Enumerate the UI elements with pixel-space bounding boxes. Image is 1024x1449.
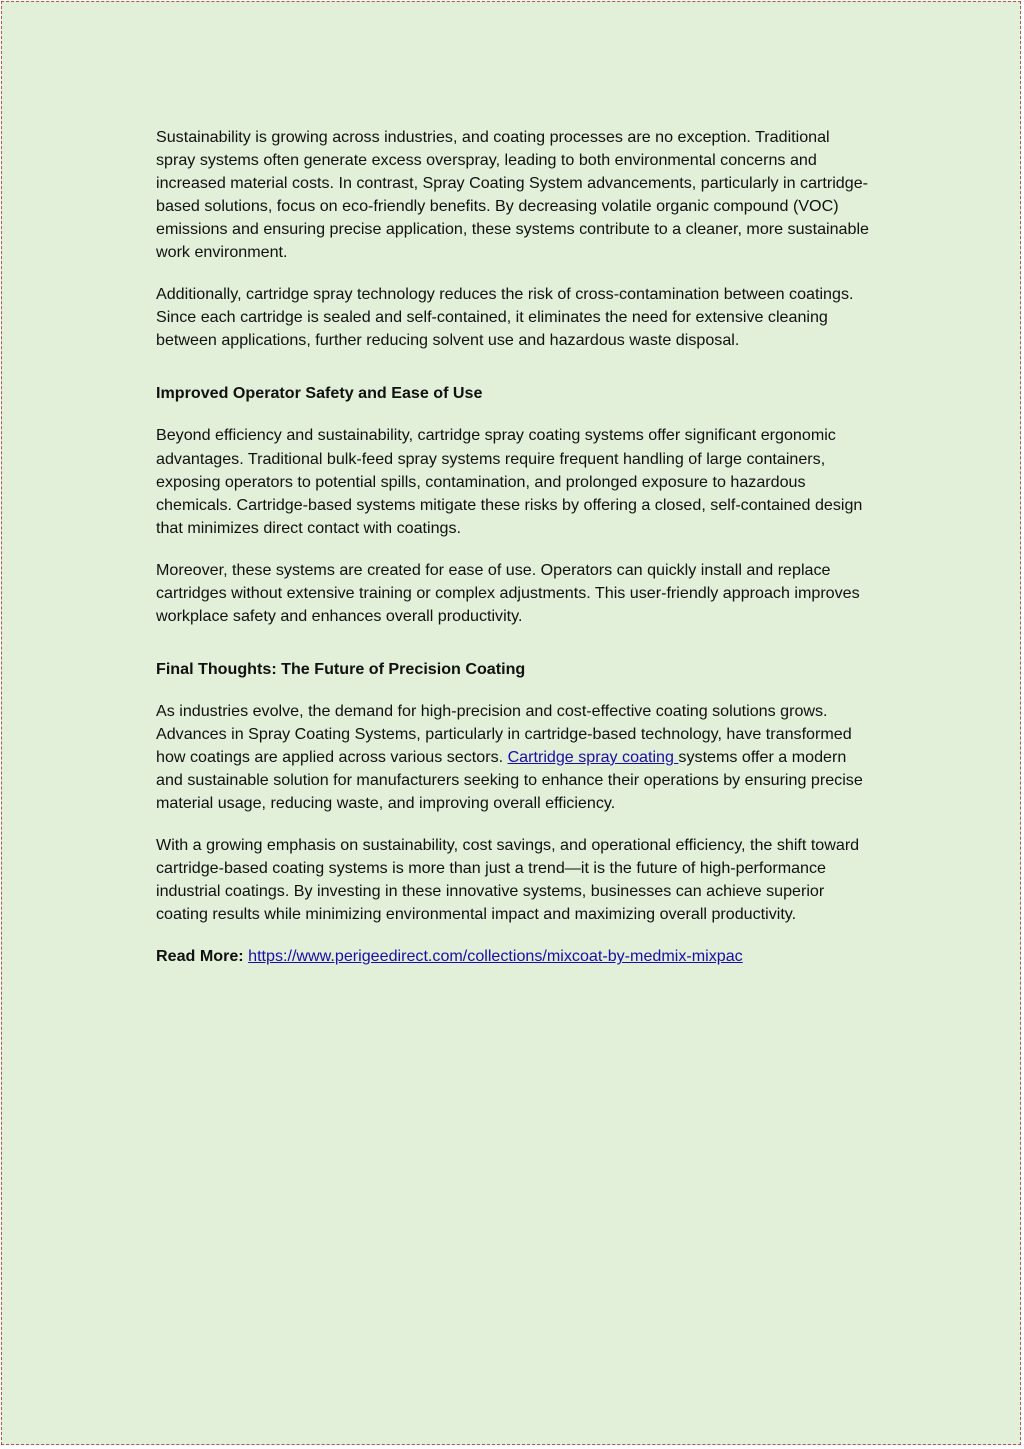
- paragraph-industries-evolve: [156, 700, 872, 815]
- paragraph-sustainability: Sustainability is growing across industries, and coating processes are no exception. Traditional spray systems often generate excess overspray, leading to both environmental concerns and increased material costs. In contrast, Spray Coating System advancements, particularly in cartridge-based solutions, focus on eco-friendly benefits. By decreasing volatile organic compound (VOC) emissions and ensuring precise application, these systems contribute to a cleaner, more sustainable work environment.: [156, 128, 869, 262]
- heading-operator-safety: Improved Operator Safety and Ease of Use: [156, 384, 483, 403]
- read-more-label: Read More:: [156, 947, 244, 966]
- read-more-line: [156, 945, 872, 968]
- paragraph-ergonomic: Beyond efficiency and sustainability, cartridge spray coating systems offer significant ergonomic advantages. Traditional bulk-feed spray systems require frequent handling of large containers, exposing operators to potential spills, contamination, and prolonged exposure to hazardous chemicals. Cartridge-based systems mitigate these risks by offering a closed, self-contained design that minimizes direct contact with coatings.: [156, 426, 863, 537]
- cartridge-spray-coating-link[interactable]: Cartridge spray coating: [507, 747, 679, 766]
- read-more-link[interactable]: https://www.perigeedirect.com/collections/mixcoat-by-medmix-mixpac: [248, 947, 743, 966]
- paragraph-text-before-link: As industries evolve, the demand for high-precision and cost-effective coating solutions grows. Advances in Spray Coating Systems, particularly in cartridge-based technology, have transformed how coatings are applied across various sectors.: [156, 701, 852, 766]
- paragraph-sustainability-emphasis: With a growing emphasis on sustainability, cost savings, and operational efficiency, the shift toward cartridge-based coating systems is more than just a trend—it is the future of high-performance industrial coatings. By investing in these innovative systems, businesses can achieve superior coating results while minimizing environmental impact and maximizing overall productivity.: [156, 836, 860, 924]
- heading-final-thoughts: Final Thoughts: The Future of Precision Coating: [156, 659, 526, 678]
- paragraph-cross-contamination: Additionally, cartridge spray technology reduces the risk of cross-contamination between coatings. Since each cartridge is sealed and self-contained, it eliminates the need for extensive cleaning between applications, further reducing solvent use and hazardous waste disposal.: [156, 285, 854, 350]
- paragraph-ease-of-use: Moreover, these systems are created for ease of use. Operators can quickly install and replace cartridges without extensive training or complex adjustments. This user-friendly approach improves workplace safety and enhances overall productivity.: [156, 560, 860, 625]
- document-page: [1, 1, 1021, 1445]
- article-body: [156, 126, 872, 987]
- paragraph-text-after-link: systems offer a modern and sustainable solution for manufacturers seeking to enhance their operations by ensuring precise material usage, reducing waste, and improving overall efficiency.: [156, 747, 863, 813]
